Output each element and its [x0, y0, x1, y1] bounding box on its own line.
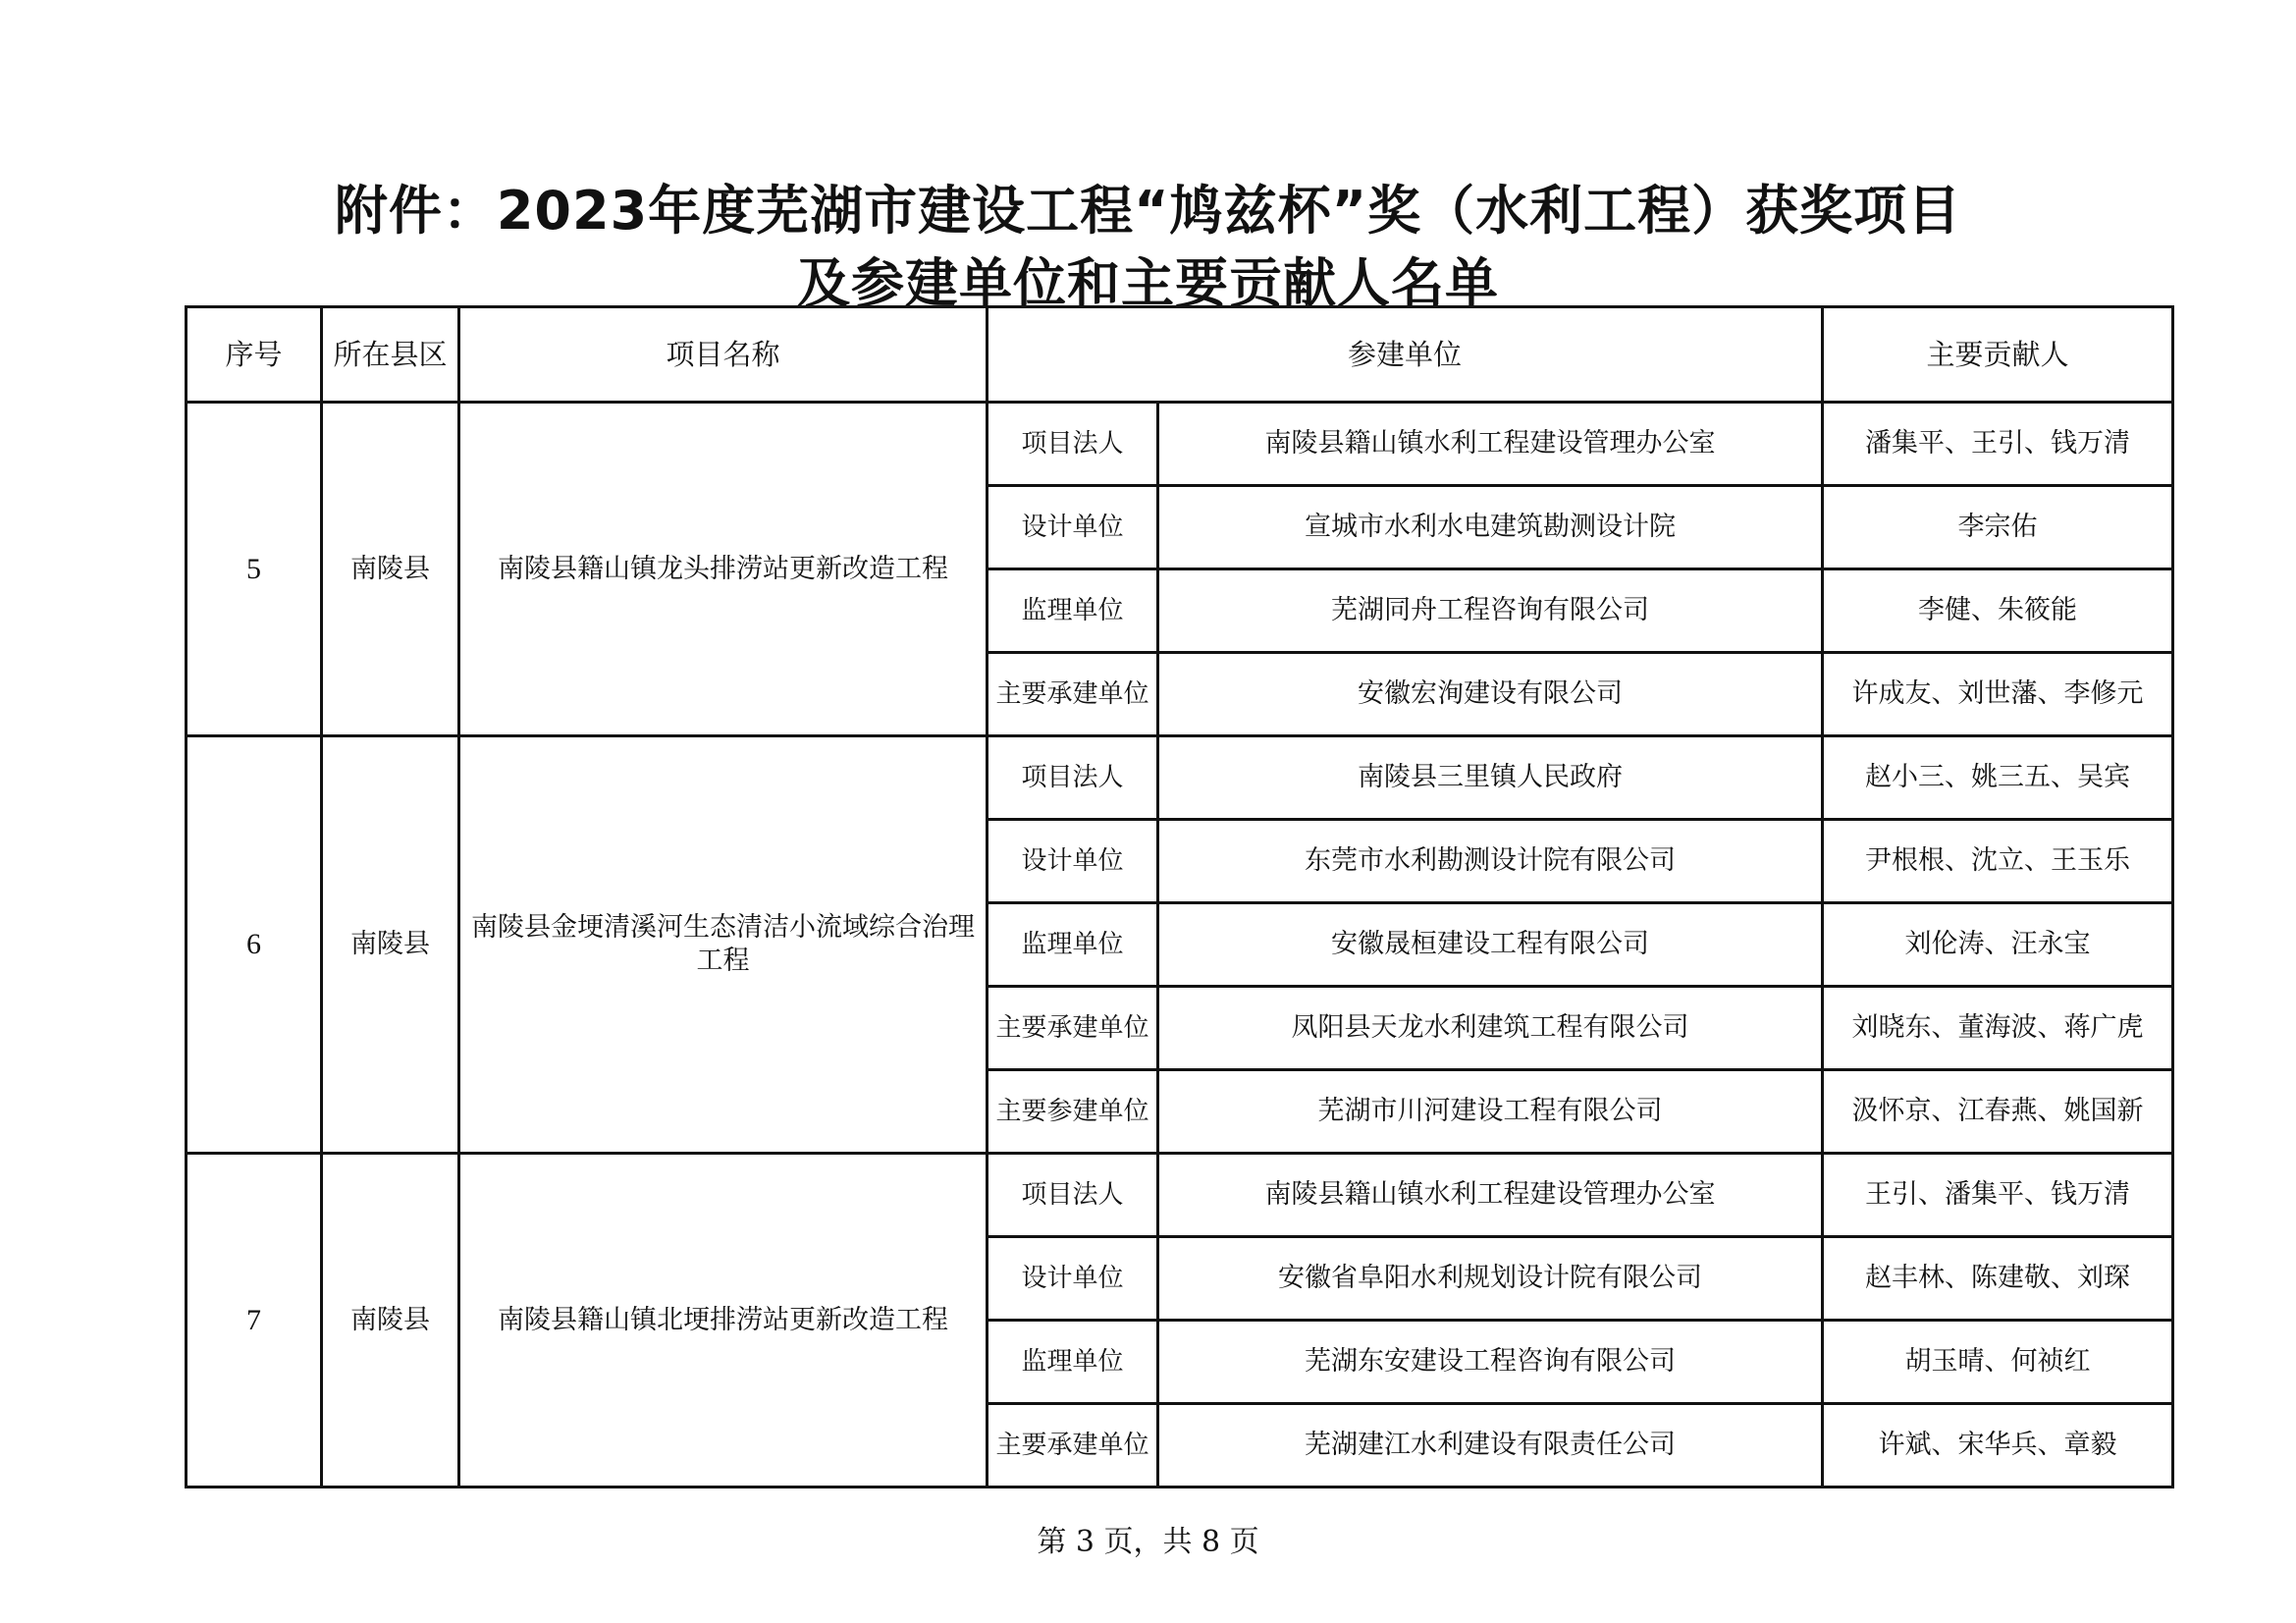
cell-contributors: 赵丰林、陈建敬、刘琛 — [1823, 1237, 2173, 1321]
cell-seq: 5 — [187, 403, 322, 736]
cell-role: 主要承建单位 — [988, 653, 1158, 736]
cell-unit: 宣城市水利水电建筑勘测设计院 — [1158, 486, 1823, 569]
document-title-line1: 附件：2023年度芜湖市建设工程“鸠兹杯”奖（水利工程）获奖项目 — [334, 180, 1962, 242]
cell-project-name: 南陵县籍山镇北埂排涝站更新改造工程 — [459, 1154, 988, 1488]
cell-contributors: 刘晓东、董海波、蒋广虎 — [1823, 987, 2173, 1070]
cell-role: 项目法人 — [988, 1154, 1158, 1237]
cell-contributors: 李健、朱筱能 — [1823, 569, 2173, 653]
cell-unit: 南陵县三里镇人民政府 — [1158, 736, 1823, 820]
cell-role: 监理单位 — [988, 1321, 1158, 1404]
cell-role: 主要承建单位 — [988, 987, 1158, 1070]
header-project: 项目名称 — [459, 307, 988, 403]
cell-unit: 东莞市水利勘测设计院有限公司 — [1158, 820, 1823, 903]
cell-unit: 南陵县籍山镇水利工程建设管理办公室 — [1158, 1154, 1823, 1237]
cell-role: 设计单位 — [988, 1237, 1158, 1321]
cell-contributors: 刘伦涛、汪永宝 — [1823, 903, 2173, 987]
header-contributors: 主要贡献人 — [1823, 307, 2173, 403]
cell-role: 监理单位 — [988, 903, 1158, 987]
page-footer: 第 3 页，共 8 页 — [1037, 1525, 1259, 1559]
cell-unit: 芜湖东安建设工程咨询有限公司 — [1158, 1321, 1823, 1404]
cell-unit: 南陵县籍山镇水利工程建设管理办公室 — [1158, 403, 1823, 486]
cell-unit: 安徽省阜阳水利规划设计院有限公司 — [1158, 1237, 1823, 1321]
header-seq: 序号 — [187, 307, 322, 403]
cell-seq: 7 — [187, 1154, 322, 1488]
cell-contributors: 李宗佑 — [1823, 486, 2173, 569]
cell-contributors: 汲怀京、江春燕、姚国新 — [1823, 1070, 2173, 1154]
cell-unit: 芜湖同舟工程咨询有限公司 — [1158, 569, 1823, 653]
cell-contributors: 潘集平、王引、钱万清 — [1823, 403, 2173, 486]
cell-unit: 安徽晟桓建设工程有限公司 — [1158, 903, 1823, 987]
cell-role: 设计单位 — [988, 486, 1158, 569]
header-county: 所在县区 — [322, 307, 459, 403]
cell-contributors: 许成友、刘世藩、李修元 — [1823, 653, 2173, 736]
document-title-line2: 及参建单位和主要贡献人名单 — [797, 252, 1499, 314]
table-row — [187, 403, 2173, 486]
cell-unit: 凤阳县天龙水利建筑工程有限公司 — [1158, 987, 1823, 1070]
cell-county: 南陵县 — [322, 1154, 459, 1488]
cell-contributors: 王引、潘集平、钱万清 — [1823, 1154, 2173, 1237]
awards-table — [185, 305, 2174, 1488]
cell-unit: 芜湖建江水利建设有限责任公司 — [1158, 1404, 1823, 1488]
cell-role: 主要承建单位 — [988, 1404, 1158, 1488]
cell-county: 南陵县 — [322, 736, 459, 1154]
cell-role: 项目法人 — [988, 736, 1158, 820]
cell-project-name: 南陵县籍山镇龙头排涝站更新改造工程 — [459, 403, 988, 736]
cell-contributors: 胡玉晴、何祯红 — [1823, 1321, 2173, 1404]
cell-project-name: 南陵县金埂清溪河生态清洁小流域综合治理工程 — [459, 736, 988, 1154]
cell-contributors: 赵小三、姚三五、吴宾 — [1823, 736, 2173, 820]
cell-contributors: 尹根根、沈立、王玉乐 — [1823, 820, 2173, 903]
table-body — [187, 403, 2173, 1488]
table-header-row — [187, 307, 2173, 403]
cell-role: 主要参建单位 — [988, 1070, 1158, 1154]
header-units: 参建单位 — [988, 307, 1823, 403]
cell-role: 设计单位 — [988, 820, 1158, 903]
table-row — [187, 736, 2173, 820]
cell-county: 南陵县 — [322, 403, 459, 736]
cell-contributors: 许斌、宋华兵、章毅 — [1823, 1404, 2173, 1488]
cell-role: 项目法人 — [988, 403, 1158, 486]
cell-unit: 安徽宏洵建设有限公司 — [1158, 653, 1823, 736]
cell-role: 监理单位 — [988, 569, 1158, 653]
cell-unit: 芜湖市川河建设工程有限公司 — [1158, 1070, 1823, 1154]
cell-seq: 6 — [187, 736, 322, 1154]
table-row — [187, 1154, 2173, 1237]
